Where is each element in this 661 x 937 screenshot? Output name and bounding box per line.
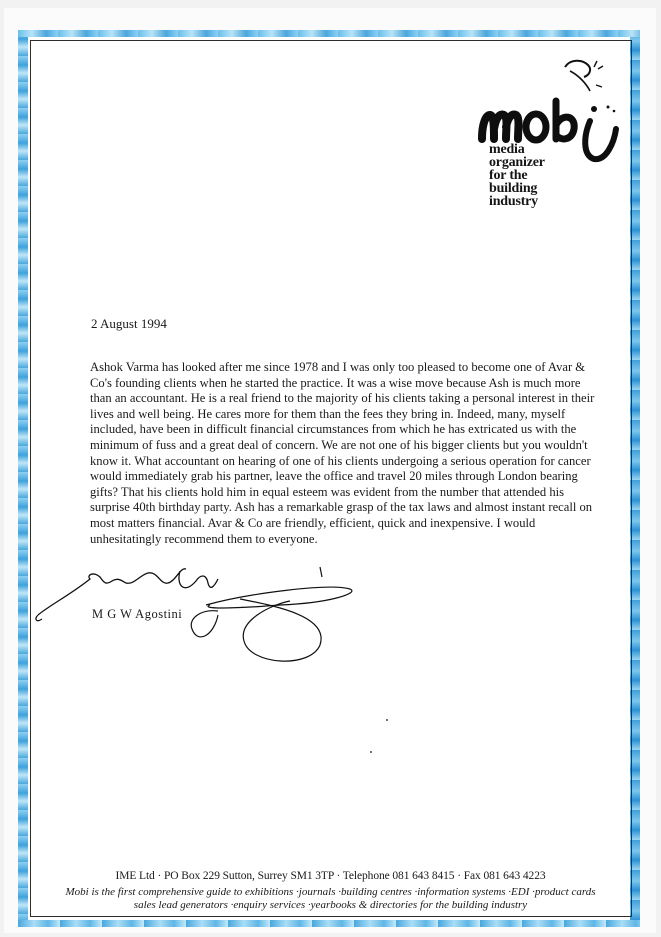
tagline-line: media <box>489 142 525 157</box>
speck <box>370 751 372 753</box>
handwritten-signature <box>30 565 370 675</box>
border-left <box>18 30 28 927</box>
footer-tagline <box>40 886 621 912</box>
footer-tagline-line: Mobi is the first comprehensive guide to exhibitions ·journals ·building centres ·information systems ·EDI ·product cards <box>65 886 596 898</box>
letter-date: 2 August 1994 <box>91 316 167 331</box>
footer-tagline-line: sales lead generators ·enquiry services ·yearbooks & directories for the building industry <box>133 899 528 911</box>
tagline-line: industry <box>489 194 538 209</box>
footer-address: IME Ltd · PO Box 229 Sutton, Surrey SM1 3TP · Telephone 081 643 8415 · Fax 081 643 4223 <box>115 870 546 882</box>
border-top <box>18 30 640 37</box>
tagline-line: building <box>489 181 538 196</box>
border-bottom <box>18 920 640 927</box>
letter-body: Ashok Varma has looked after me since 1978 and I was only too pleased to become one of Avar & Co's founding clients when he started the practice. It was a wise move because Ash is much more than an accountant. He is a real friend to the majority of his clients taking a personal interest in their lives and well being. He cares more for them than the fees they bring in. Indeed, many, myself included, have been in difficult financial circumstances from which he has extricated us with the minimum of fuss and a great deal of concern. We are not one of his bigger clients but you wouldn't know it. What accountant on hearing of one of his clients undergoing a serious operation for cancer would immediately grab his partner, leave the office and travel 20 miles through London bearing gifts? That his clients hold him in equal esteem was evident from the number that attended his surprise 40th birthday party. Ash has a remarkable grasp of the tax laws and almost instant recall on most matters financial. Avar & Co are friendly, efficient, quick and inexpensive. I would unhesitatingly recommend them to everyone. <box>90 360 595 546</box>
signer-name: M G W Agostini <box>92 607 183 621</box>
tagline-line: for the <box>489 168 528 183</box>
speck <box>386 719 388 721</box>
tagline-line: organizer <box>489 155 545 170</box>
logo-tagline <box>489 143 579 208</box>
